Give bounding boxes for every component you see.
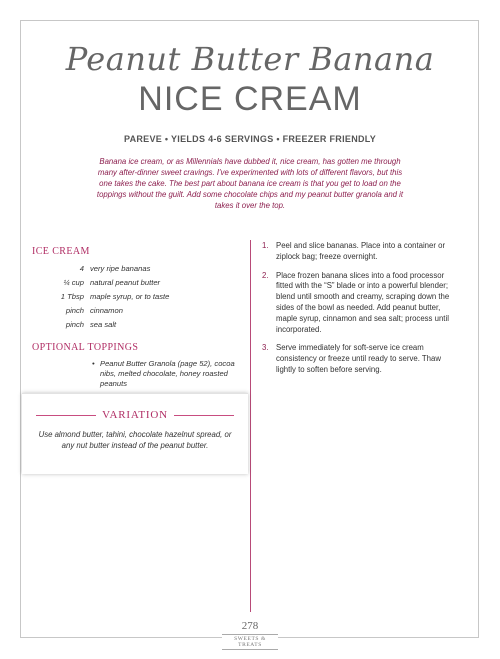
direction-step (262, 271, 460, 336)
ingredients-column (32, 246, 244, 389)
variation-rule-left (36, 415, 96, 416)
step-text: Peel and slice bananas. Place into a container or ziplock bag; freeze overnight. (276, 241, 446, 261)
ingredient-name: natural peanut butter (90, 278, 161, 287)
step-number: 1. (262, 241, 269, 250)
topping-item (92, 359, 250, 389)
ingredient-row (32, 290, 244, 304)
ingredient-qty: 4 (79, 264, 84, 273)
ingredients-list (32, 262, 244, 332)
recipe-intro: Banana ice cream, or as Millennials have dubbed it, nice cream, has gotten me through many after-dinner sweet cravings. I've experimented with lots of different flavors, but this one takes the cake. The best part about banana ice cream is that you get to load on the toppings without the guilt. Add some chocolate chips and my peanut butter granola and it takes it over the top. (96, 157, 404, 210)
variation-box (22, 393, 248, 474)
toppings-list (32, 359, 244, 389)
step-text: Serve immediately for soft-serve ice cream consistency or freeze until ready to serve. Thaw lightly to soften before serving. (276, 343, 441, 374)
recipe-title-caps: NICE CREAM (138, 80, 362, 118)
recipe-subtitle: PAREVE • YIELDS 4-6 SERVINGS • FREEZER FRIENDLY (123, 134, 377, 144)
bullet-icon: • (92, 359, 95, 368)
ingredient-row (32, 318, 244, 332)
variation-title-row (36, 408, 234, 422)
toppings-heading: OPTIONAL TOPPINGS (32, 342, 139, 353)
ingredient-name: maple syrup, or to taste (90, 292, 170, 301)
section-label: SWEETS & TREATS (222, 634, 278, 650)
variation-heading: VARIATION (102, 409, 168, 421)
ingredient-qty: pinch (65, 306, 84, 315)
step-number: 2. (262, 270, 269, 280)
ingredient-name: cinnamon (90, 306, 123, 315)
ingredient-row (32, 276, 244, 290)
column-divider (250, 240, 251, 612)
direction-step (262, 241, 460, 263)
page-number: 278 (241, 620, 259, 632)
ingredient-name: very ripe bananas (90, 264, 151, 273)
step-text: Place frozen banana slices into a food processor fitted with the “S” blade or into a powerful blender; blend until smooth and creamy, scraping down the sides of the bowl as needed. Add peanut butter, maple syrup, cinnamon and sea salt; process until incorporated. (276, 270, 450, 334)
ingredient-qty: ¼ cup (63, 278, 84, 287)
topping-text: Peanut Butter Granola (page 52), cocoa nibs, melted chocolate, honey roasted peanuts (100, 359, 235, 388)
ingredient-qty: pinch (65, 320, 84, 329)
directions-list (262, 241, 460, 384)
ingredient-qty: 1 Tbsp (60, 292, 84, 301)
variation-text: Use almond butter, tahini, chocolate hazelnut spread, or any nut butter instead of the peanut butter. (38, 430, 232, 450)
ingredient-row (32, 304, 244, 318)
variation-rule-right (174, 415, 234, 416)
ingredient-name: sea salt (90, 320, 117, 329)
recipe-title-script: Peanut Butter Banana (65, 40, 435, 78)
step-number: 3. (262, 343, 269, 353)
direction-step (262, 343, 460, 375)
ingredients-heading: ICE CREAM (32, 246, 90, 257)
ingredient-row (32, 262, 244, 276)
